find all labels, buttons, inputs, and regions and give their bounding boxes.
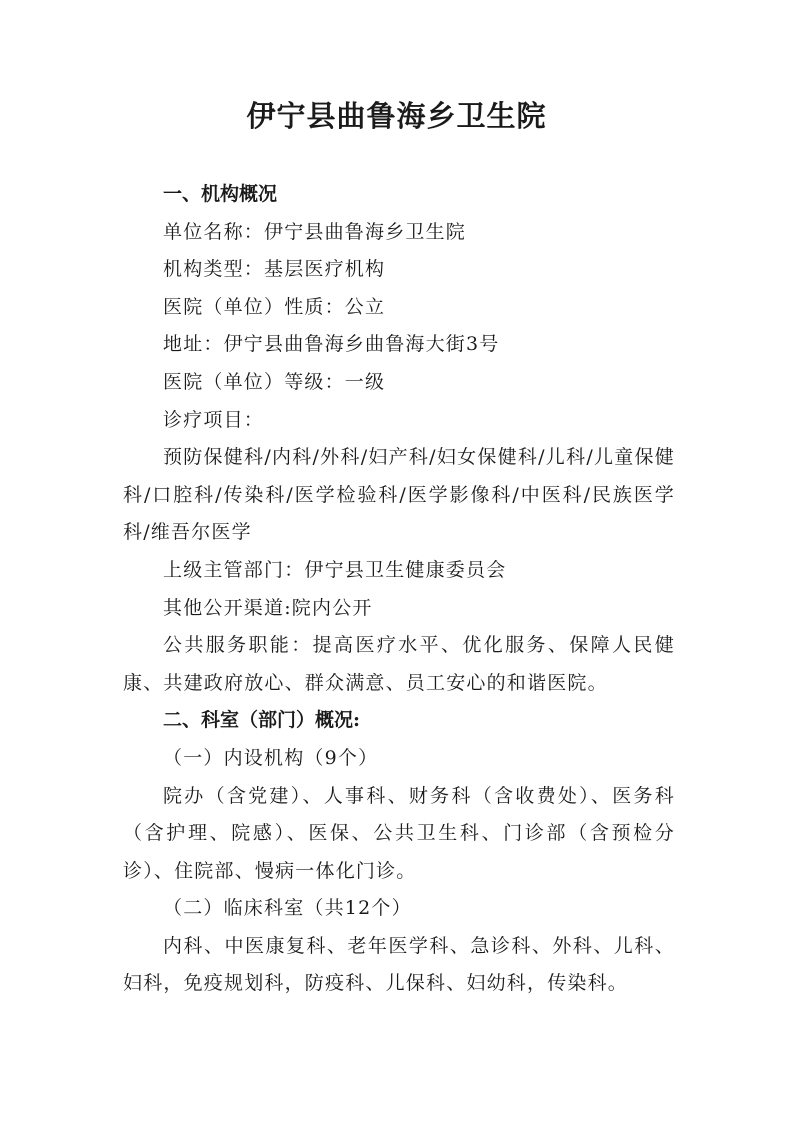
services-label: 诊疗项目： [163,408,265,431]
org-name-line: 单位名称：伊宁县曲鲁海乡卫生院 [163,220,467,243]
level-line: 医院（单位）等级：一级 [163,370,386,393]
clinical-departments-heading: （二）临床科室（共12个） [163,897,412,920]
address-line: 地址：伊宁县曲鲁海乡曲鲁海大街3号 [163,333,500,356]
internal-units-heading: （一）内设机构（9个） [163,746,379,769]
document-body [123,176,675,1003]
document-title: 伊宁县曲鲁海乡卫生院 [246,99,547,133]
internal-units-list: 院办（含党建）、人事科、财务科（含收费处）、医务科（含护理、院感）、医保、公共卫生科、门诊部（含预检分诊）、住院部、慢病一体化门诊。 [123,784,675,882]
section-heading-departments: 二、科室（部门）概况: [163,709,361,732]
supervisor-line: 上级主管部门：伊宁县卫生健康委员会 [163,558,507,581]
org-type-line: 机构类型：基层医疗机构 [163,258,386,281]
org-nature-line: 医院（单位）性质：公立 [163,295,386,318]
other-channels-line: 其他公开渠道:院内公开 [163,596,373,619]
services-list: 预防保健科/内科/外科/妇产科/妇女保健科/儿科/儿童保健科/口腔科/传染科/医学检验科/医学影像科/中医科/民族医学科/维吾尔医学 [123,446,675,544]
clinical-departments-list: 内科、中医康复科、老年医学科、急诊科、外科、儿科、妇科，免疫规划科，防疫科、儿保科、妇幼科，传染科。 [123,934,675,995]
public-duty-paragraph: 公共服务职能：提高医疗水平、优化服务、保障人民健康、共建政府放心、群众满意、员工安心的和谐医院。 [123,634,675,694]
section-heading-org-overview: 一、机构概况 [163,183,278,205]
